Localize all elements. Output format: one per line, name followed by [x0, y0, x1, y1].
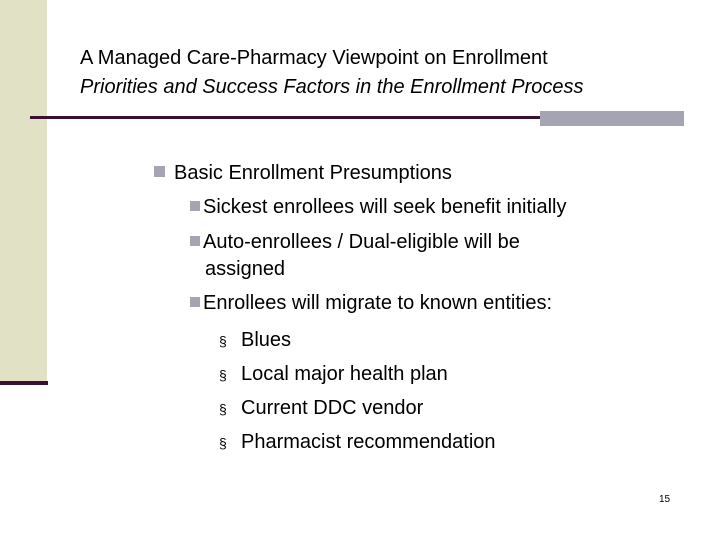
- section-bullet-icon: §: [219, 435, 227, 451]
- bullet-level3: Local major health plan: [241, 363, 448, 385]
- slide-title: A Managed Care-Pharmacy Viewpoint on Enrollment: [80, 47, 548, 69]
- slide-subtitle: Priorities and Success Factors in the Enrollment Process: [80, 76, 584, 98]
- square-bullet-icon: [190, 236, 200, 246]
- bullet-level2: Sickest enrollees will seek benefit initially: [203, 196, 567, 218]
- page-number: 15: [659, 494, 671, 505]
- square-bullet-icon: [154, 166, 165, 177]
- bullet-level3: Current DDC vendor: [241, 397, 424, 419]
- title-divider: [30, 116, 542, 119]
- square-bullet-icon: [190, 201, 200, 211]
- bullet-level2: Enrollees will migrate to known entities:: [203, 292, 553, 314]
- square-bullet-icon: [190, 297, 200, 307]
- bullet-level2-continuation: assigned: [205, 258, 286, 280]
- section-bullet-icon: §: [219, 401, 227, 417]
- left-decorative-bar: [0, 0, 47, 383]
- bullet-level1: Basic Enrollment Presumptions: [174, 162, 452, 184]
- section-bullet-icon: §: [219, 367, 227, 383]
- bullet-level3: Pharmacist recommendation: [241, 431, 496, 453]
- title-divider-accent: [540, 111, 684, 126]
- left-bar-underline: [0, 381, 48, 385]
- bullet-level2: Auto-enrollees / Dual-eligible will be: [203, 231, 520, 253]
- bullet-level3: Blues: [241, 329, 292, 351]
- section-bullet-icon: §: [219, 333, 227, 349]
